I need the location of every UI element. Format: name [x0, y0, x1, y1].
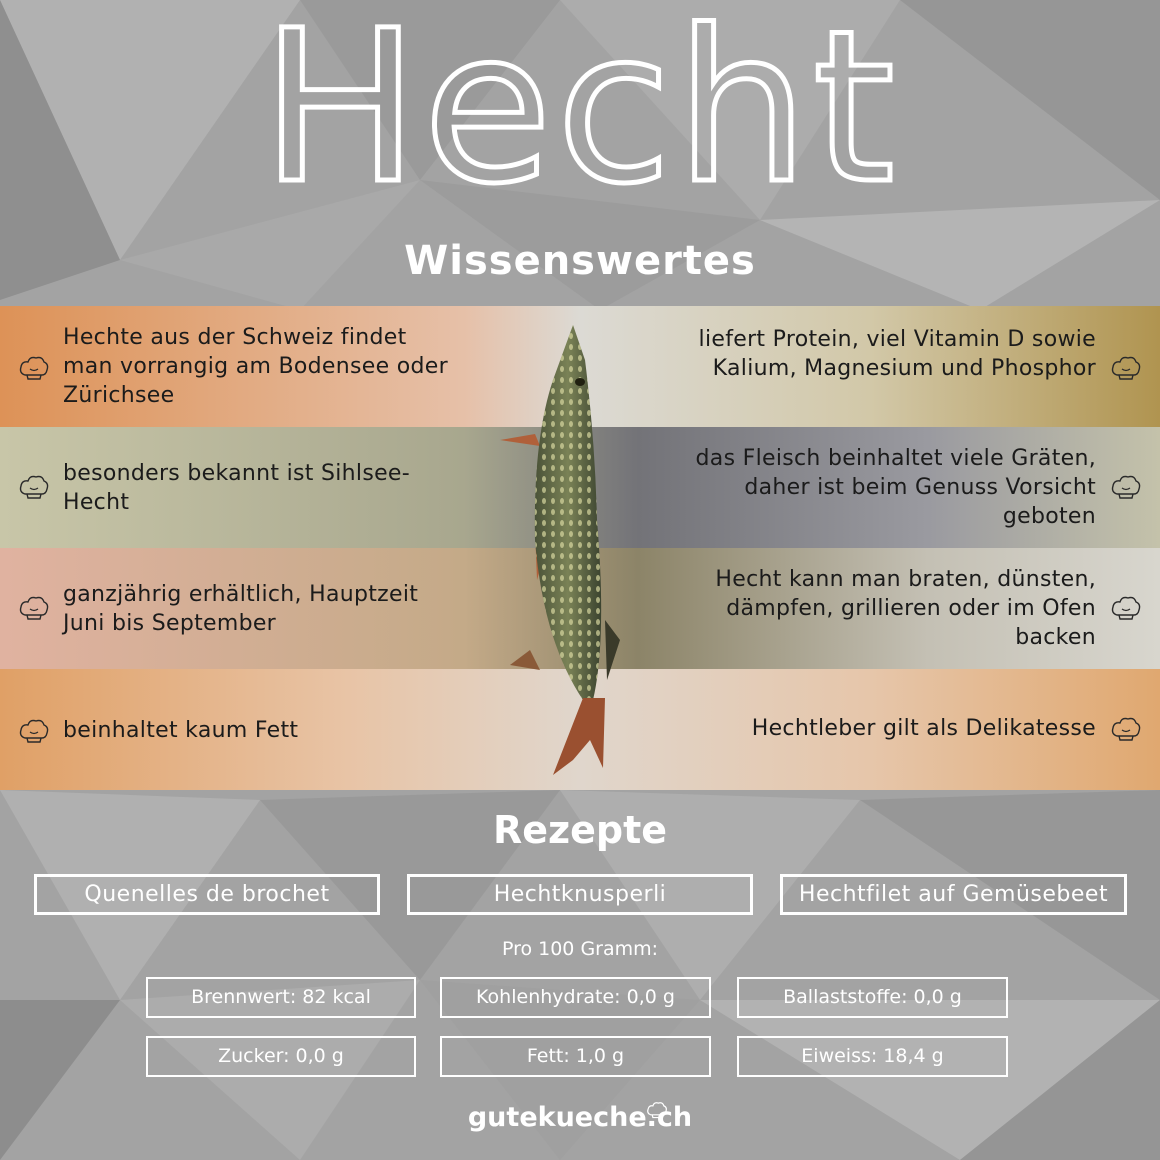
- chef-hat-icon: [18, 718, 50, 744]
- fact-right-1: liefert Protein, viel Vitamin D sowie Kalium, Magnesium und Phosphor: [698, 327, 1096, 381]
- chef-hat-icon: [18, 355, 50, 381]
- fact-right-4: Hechtleber gilt als Delikatesse: [751, 716, 1096, 741]
- fact-left-1: Hechte aus der Schweiz findet man vorrangig am Bodensee oder Zürichsee: [63, 325, 448, 408]
- fact-left-3: ganzjährig erhältlich, Hauptzeit Juni bis September: [63, 582, 419, 636]
- fact-left-4: beinhaltet kaum Fett: [63, 718, 299, 743]
- section-title-rezepte: Rezepte: [492, 808, 668, 852]
- nutrition-kohlenhydrate: Kohlenhydrate: 0,0 g: [440, 977, 711, 1018]
- fact-left-2: besonders bekannt ist Sihlsee-Hecht: [63, 461, 411, 515]
- chef-hat-icon: [1110, 716, 1142, 742]
- chef-hat-icon: [18, 474, 50, 500]
- chef-hat-icon: [18, 595, 50, 621]
- page-title: [0, 8, 1160, 208]
- chef-hat-icon: [1110, 355, 1142, 381]
- svg-text:Hecht: Hecht: [260, 8, 900, 208]
- chef-hat-logo-icon: [646, 1101, 668, 1119]
- footer-brand[interactable]: gutekueche.ch: [467, 1102, 693, 1133]
- nutrition-eiweiss: Eiweiss: 18,4 g: [737, 1036, 1008, 1077]
- fact-right-2: das Fleisch beinhaltet viele Gräten, daher ist beim Genuss Vorsicht geboten: [695, 446, 1096, 529]
- nutrition-zucker: Zucker: 0,0 g: [146, 1036, 416, 1077]
- fact-right-3: Hecht kann man braten, dünsten, dämpfen, grillieren oder im Ofen backen: [715, 567, 1096, 650]
- recipe-button-hechtknusperli[interactable]: Hechtknusperli: [407, 874, 753, 915]
- section-title-wissenswertes: Wissenswertes: [404, 238, 756, 284]
- chef-hat-icon: [1110, 474, 1142, 500]
- recipe-button-hechtfilet[interactable]: Hechtfilet auf Gemüsebeet: [780, 874, 1127, 915]
- pike-fish-image: [495, 320, 635, 780]
- nutrition-heading: Pro 100 Gramm:: [501, 938, 659, 960]
- recipe-button-quenelles[interactable]: Quenelles de brochet: [34, 874, 380, 915]
- nutrition-fett: Fett: 1,0 g: [440, 1036, 711, 1077]
- nutrition-ballaststoffe: Ballaststoffe: 0,0 g: [737, 977, 1008, 1018]
- nutrition-brennwert: Brennwert: 82 kcal: [146, 977, 416, 1018]
- chef-hat-icon: [1110, 595, 1142, 621]
